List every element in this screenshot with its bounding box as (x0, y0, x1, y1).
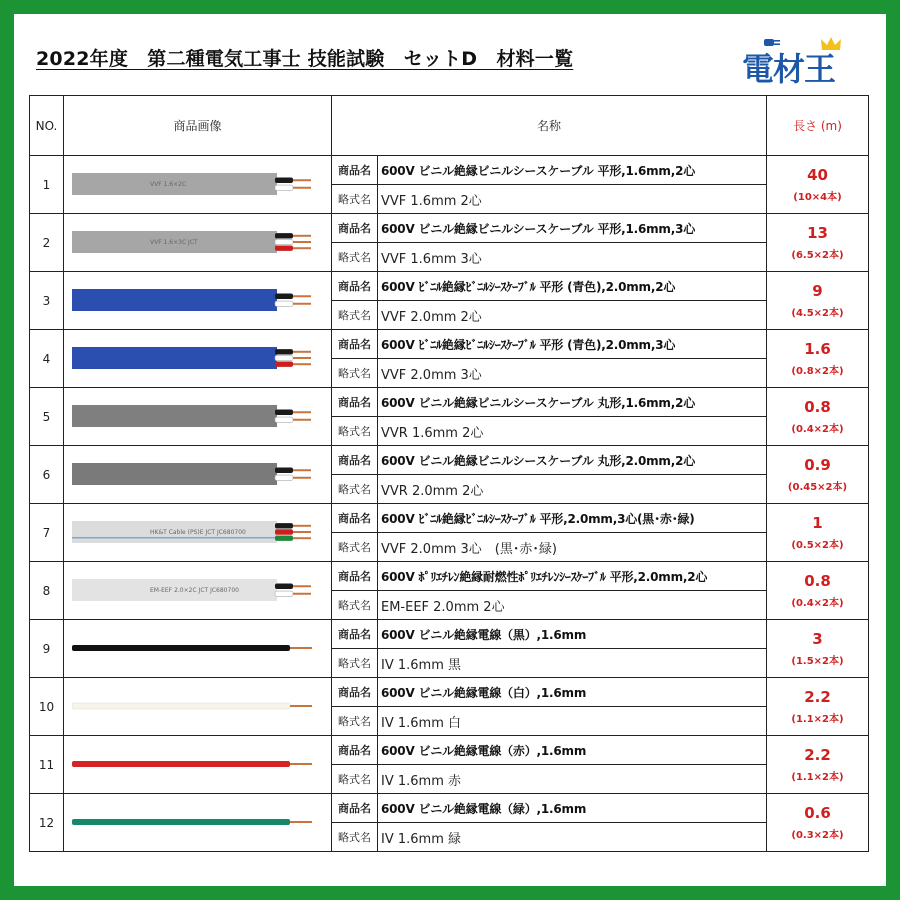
product-name: 600V ﾋﾞﾆﾙ絶縁ﾋﾞﾆﾙｼｰｽｹｰﾌﾞﾙ 平形,2.0mm,3心(黒･赤･緑) (378, 504, 767, 533)
header-length: 長さ (m) (767, 96, 869, 156)
wire-image (72, 642, 322, 656)
wire-image (72, 816, 322, 830)
product-image (64, 620, 332, 678)
length-detail: (1.5×2本) (791, 655, 844, 667)
length-detail: (0.4×2本) (791, 423, 844, 435)
length-value: 2.2 (804, 745, 831, 764)
cable-sheath (72, 347, 277, 369)
cable-image (72, 227, 322, 259)
table-row (30, 388, 869, 417)
product-name-label: 商品名 (332, 562, 378, 591)
product-image (64, 678, 332, 736)
cable-print: VVF 1.6×2C (150, 181, 187, 188)
product-image (64, 446, 332, 504)
cable-image (72, 285, 322, 317)
copper-conductor (290, 763, 312, 765)
header-name: 名称 (332, 96, 767, 156)
row-number: 3 (30, 272, 64, 330)
cable-image (72, 169, 322, 201)
product-name-label: 商品名 (332, 388, 378, 417)
cable-print: EM-EEF 2.0×2C JCT JC680700 (150, 587, 239, 594)
cable-core (275, 239, 293, 244)
product-image (64, 156, 332, 214)
length-cell (767, 678, 869, 736)
length-detail: (0.4×2本) (791, 597, 844, 609)
product-name: 600V ビニル絶縁ビニルシースケーブル 平形,1.6mm,3心 (378, 214, 767, 243)
copper-conductor (293, 363, 311, 365)
table-row (30, 794, 869, 823)
cable-core (275, 584, 293, 589)
length-cell (767, 272, 869, 330)
table-row (30, 562, 869, 591)
table-row (30, 214, 869, 243)
short-name: IV 1.6mm 黒 (378, 649, 767, 678)
length-value: 13 (807, 223, 828, 242)
copper-conductor (293, 593, 311, 595)
length-value: 2.2 (804, 687, 831, 706)
short-name: VVR 2.0mm 2心 (378, 475, 767, 504)
row-number: 9 (30, 620, 64, 678)
length-value: 1.6 (804, 339, 831, 358)
copper-conductor (290, 821, 312, 823)
copper-conductor (293, 585, 311, 587)
cable-core (275, 591, 293, 596)
cable-core (275, 468, 293, 473)
row-number: 1 (30, 156, 64, 214)
page-title: 2022年度 第二種電気工事士 技能試験 セットD 材料一覧 (36, 48, 574, 70)
wire-insulation (72, 645, 290, 651)
product-name-label: 商品名 (332, 620, 378, 649)
short-name: EM-EEF 2.0mm 2心 (378, 591, 767, 620)
product-name: 600V ﾎﾟﾘｴﾁﾚﾝ絶縁耐燃性ﾎﾟﾘｴﾁﾚﾝｼｰｽｹｰﾌﾞﾙ 平形,2.0mm,2心 (378, 562, 767, 591)
copper-conductor (293, 303, 311, 305)
copper-conductor (293, 469, 311, 471)
product-name-label: 商品名 (332, 678, 378, 707)
product-image (64, 736, 332, 794)
product-name: 600V ビニル絶縁電線（黒）,1.6mm (378, 620, 767, 649)
length-value: 0.8 (804, 571, 831, 590)
cable-image (72, 343, 322, 375)
length-value: 1 (812, 513, 823, 532)
length-detail: (1.1×2本) (791, 713, 844, 725)
length-detail: (0.45×2本) (787, 481, 848, 493)
row-number: 2 (30, 214, 64, 272)
cable-image (72, 575, 322, 607)
cable-core (275, 294, 293, 299)
product-name-label: 商品名 (332, 156, 378, 185)
length-detail: (0.5×2本) (791, 539, 844, 551)
product-name-label: 商品名 (332, 446, 378, 475)
product-name-label: 商品名 (332, 794, 378, 823)
product-name: 600V ビニル絶縁ビニルシースケーブル 丸形,2.0mm,2心 (378, 446, 767, 475)
table-row (30, 736, 869, 765)
logo-text: 電材王 (742, 50, 836, 88)
short-name-label: 略式名 (332, 707, 378, 736)
length-cell (767, 156, 869, 214)
short-name: VVF 2.0mm 2心 (378, 301, 767, 330)
copper-conductor (293, 531, 311, 533)
product-image (64, 214, 332, 272)
copper-conductor (293, 179, 311, 181)
wire-insulation (72, 819, 290, 825)
short-name-label: 略式名 (332, 475, 378, 504)
wire-image (72, 758, 322, 772)
length-detail: (1.1×2本) (791, 771, 844, 783)
product-image (64, 330, 332, 388)
cable-core (275, 523, 293, 528)
cable-core (275, 536, 293, 541)
cable-image (72, 459, 322, 491)
product-name-label: 商品名 (332, 214, 378, 243)
cable-core (275, 246, 293, 251)
cable-core (275, 417, 293, 422)
length-detail: (10×4本) (793, 191, 842, 203)
product-name: 600V ビニル絶縁ビニルシースケーブル 平形,1.6mm,2心 (378, 156, 767, 185)
table-row (30, 330, 869, 359)
length-cell (767, 504, 869, 562)
short-name-label: 略式名 (332, 359, 378, 388)
product-image (64, 562, 332, 620)
short-name: VVF 2.0mm 3心 (378, 359, 767, 388)
short-name: VVF 2.0mm 3心 (黒･赤･緑) (378, 533, 767, 562)
short-name: VVF 1.6mm 3心 (378, 243, 767, 272)
short-name: VVR 1.6mm 2心 (378, 417, 767, 446)
row-number: 12 (30, 794, 64, 852)
length-value: 0.6 (804, 803, 831, 822)
cable-print: VVF 1.6×3C JCT (150, 239, 198, 246)
cable-core (275, 233, 293, 238)
length-value: 0.8 (804, 397, 831, 416)
cable-core (275, 529, 293, 534)
cable-core (275, 355, 293, 360)
product-name: 600V ビニル絶縁電線（白）,1.6mm (378, 678, 767, 707)
length-detail: (4.5×2本) (791, 307, 844, 319)
short-name-label: 略式名 (332, 649, 378, 678)
short-name-label: 略式名 (332, 185, 378, 214)
row-number: 6 (30, 446, 64, 504)
length-cell (767, 330, 869, 388)
cable-core (275, 185, 293, 190)
product-name: 600V ﾋﾞﾆﾙ絶縁ﾋﾞﾆﾙｼｰｽｹｰﾌﾞﾙ 平形 (青色),2.0mm,2心 (378, 272, 767, 301)
product-image (64, 794, 332, 852)
brand-logo (742, 36, 842, 86)
copper-conductor (293, 411, 311, 413)
length-detail: (0.8×2本) (791, 365, 844, 377)
copper-conductor (293, 357, 311, 359)
cable-print: HK&T Cable (PS)E JCT JC680700 (150, 529, 246, 536)
materials-table (29, 95, 869, 852)
length-value: 9 (812, 281, 823, 300)
wire-image (72, 700, 322, 714)
copper-conductor (290, 647, 312, 649)
copper-conductor (293, 295, 311, 297)
row-number: 5 (30, 388, 64, 446)
length-value: 3 (812, 629, 823, 648)
length-cell (767, 562, 869, 620)
cable-core (275, 362, 293, 367)
product-image (64, 388, 332, 446)
product-image (64, 272, 332, 330)
short-name-label: 略式名 (332, 301, 378, 330)
length-cell (767, 794, 869, 852)
short-name-label: 略式名 (332, 823, 378, 852)
table-row (30, 678, 869, 707)
length-cell (767, 214, 869, 272)
product-name-label: 商品名 (332, 504, 378, 533)
row-number: 4 (30, 330, 64, 388)
length-cell (767, 446, 869, 504)
cable-image (72, 517, 322, 549)
length-cell (767, 736, 869, 794)
copper-conductor (293, 247, 311, 249)
length-detail: (0.3×2本) (791, 829, 844, 841)
length-value: 40 (807, 165, 828, 184)
cable-core (275, 349, 293, 354)
table-body (30, 156, 869, 852)
cable-core (275, 178, 293, 183)
copper-conductor (293, 351, 311, 353)
cable-core (275, 475, 293, 480)
wire-insulation (72, 761, 290, 767)
short-name: IV 1.6mm 赤 (378, 765, 767, 794)
row-number: 7 (30, 504, 64, 562)
copper-conductor (293, 525, 311, 527)
cable-core (275, 301, 293, 306)
header-image: 商品画像 (64, 96, 332, 156)
wire-insulation (72, 703, 290, 709)
product-name-label: 商品名 (332, 330, 378, 359)
copper-conductor (293, 241, 311, 243)
cable-sheath (72, 289, 277, 311)
table-row (30, 156, 869, 185)
short-name: IV 1.6mm 白 (378, 707, 767, 736)
cable-sheath (72, 405, 277, 427)
copper-conductor (293, 477, 311, 479)
short-name-label: 略式名 (332, 591, 378, 620)
table-header (30, 96, 869, 156)
short-name-label: 略式名 (332, 533, 378, 562)
product-name: 600V ﾋﾞﾆﾙ絶縁ﾋﾞﾆﾙｼｰｽｹｰﾌﾞﾙ 平形 (青色),2.0mm,3心 (378, 330, 767, 359)
length-cell (767, 388, 869, 446)
length-value: 0.9 (804, 455, 831, 474)
product-name-label: 商品名 (332, 272, 378, 301)
product-image (64, 504, 332, 562)
copper-conductor (293, 187, 311, 189)
table-row (30, 446, 869, 475)
short-name: IV 1.6mm 緑 (378, 823, 767, 852)
length-detail: (6.5×2本) (791, 249, 844, 261)
short-name-label: 略式名 (332, 417, 378, 446)
cable-sheath (72, 463, 277, 485)
short-name-label: 略式名 (332, 765, 378, 794)
table-row (30, 272, 869, 301)
length-cell (767, 620, 869, 678)
product-name: 600V ビニル絶縁電線（赤）,1.6mm (378, 736, 767, 765)
header-no: NO. (30, 96, 64, 156)
table-row (30, 620, 869, 649)
product-name: 600V ビニル絶縁電線（緑）,1.6mm (378, 794, 767, 823)
cable-stripe (72, 537, 277, 539)
row-number: 11 (30, 736, 64, 794)
product-name: 600V ビニル絶縁ビニルシースケーブル 丸形,1.6mm,2心 (378, 388, 767, 417)
row-number: 8 (30, 562, 64, 620)
row-number: 10 (30, 678, 64, 736)
copper-conductor (293, 235, 311, 237)
cable-image (72, 401, 322, 433)
product-name-label: 商品名 (332, 736, 378, 765)
short-name: VVF 1.6mm 2心 (378, 185, 767, 214)
copper-conductor (293, 419, 311, 421)
copper-conductor (290, 705, 312, 707)
table-row (30, 504, 869, 533)
short-name-label: 略式名 (332, 243, 378, 272)
cable-core (275, 410, 293, 415)
copper-conductor (293, 537, 311, 539)
